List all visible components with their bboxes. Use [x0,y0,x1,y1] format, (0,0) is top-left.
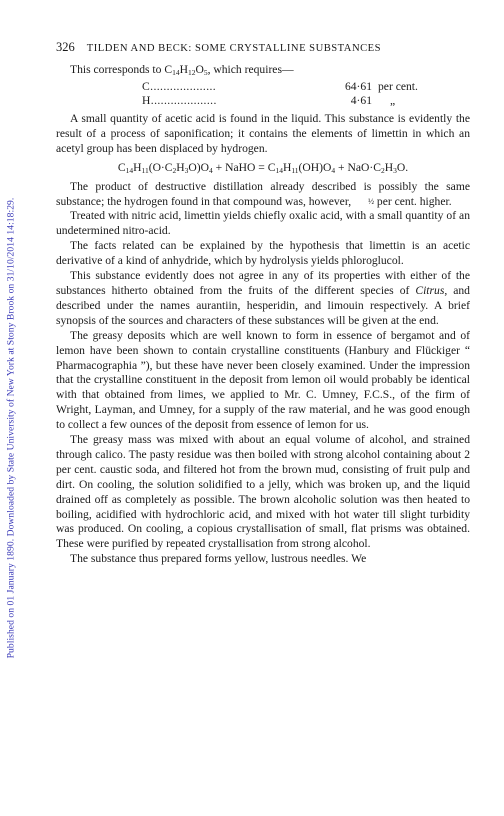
requirement-element: H.................... [142,94,217,108]
paragraph-hypothesis: The facts related can be explained by the hypothesis that limettin is an acetic derivative of a kind of anhydride, which by hydrolysis yields phloroglucol. [56,239,470,268]
paragraph-purification: The greasy mass was mixed with about an equal volume of alcohol, and strained through calico. The pasty residue was then boiled with strong alcohol containing about 2 per cent. caustic soda, and filtered hot from the brown mud, consisting of fruit pulp and dirt. On cooling, the solution solidified to a jelly, which was broken up, and the liquid drained off as completely as possible. The brown alcoholic solution was then heated to boiling, acidified with hydrochloric acid, and mixed with hot water till slight turbidity was produced. On cooling, a copious crystallisation of small, flat prisms was obtained. These were purified by repeated crystallisation from strong alcohol. [56,433,470,551]
paragraph-saponification: A small quantity of acetic acid is found in the liquid. This substance is evidently the result of a process of saponification; it contains the elements of limettin in which an acetyl group has been displaced by hydrogen. [56,112,470,155]
page-body [56,40,470,567]
italic-citrus: Citrus [415,283,445,297]
running-header [56,40,470,57]
requirement-value: 4·61 [350,94,372,108]
requirement-row-carbon [56,80,470,95]
side-margin-stamp [0,0,22,816]
paragraph-destructive-distillation: The product of destructive distillation already described is possibly the same substance; the hydrogen found in that compound was, however, ½ per cent. higher. [56,179,470,208]
intro-line: This corresponds to $C_{14}H_{12}O_5$, which requires— [70,62,294,77]
fraction-half: ½ [368,196,375,206]
running-title: TILDEN AND BECK: SOME CRYSTALLINE SUBSTANCES [86,43,382,54]
paragraph-yellow-needles: The substance thus prepared forms yellow, lustrous needles. We [70,552,367,566]
page-number: 326 [56,40,75,54]
download-notice: Published on 01 January 1890. Downloaded by State University of New York at Stony Brook on 31/10/2014 14:18:29. [5,197,17,659]
requirement-unit: „ [390,94,396,108]
requirement-value: 64·61 [344,79,372,93]
requirement-element: C.................... [142,79,217,93]
requirement-row-hydrogen [56,94,470,109]
paragraph-nitric-acid: Treated with nitric acid, limettin yields chiefly oxalic acid, with a small quantity of an undetermined nitro-acid. [56,209,470,238]
requirements-table [56,80,470,109]
reaction-equation: $C_{14}H_{11}(O\cdot C_2H_3O)O_4$ + NaHO = $C_{14}H_{11}(OH)O_4 + NaO\cdot C_2H_3O$. [117,160,409,175]
requirement-unit: per cent. [378,79,418,93]
paragraph-greasy-deposits: The greasy deposits which are well known to form in essence of bergamot and of lemon have been shown to contain crystalline constituents (Hanbury and Flückiger “ Pharmacographia ”), but these have never been closely examined. Under the impression that the crystalline constituent in the deposit from lemon oil would probably be identical with that obtained from limes, we applied to Mr. C. Umney, F.C.S., of the firm of Wright, Layman, and Umney, for a supply of the raw material, and he was good enough to collect a few ounces of the deposit from essence of lemon for us. [56,328,470,432]
paragraph-citrus-comparison: This substance evidently does not agree in any of its properties with either of the substances hitherto obtained from the fruits of the different species of Citrus, and described under the names aurantiin, hesperidin, and limouin respectively. A brief synopsis of the sources and characters of these substances will be given at the end. [56,269,470,327]
